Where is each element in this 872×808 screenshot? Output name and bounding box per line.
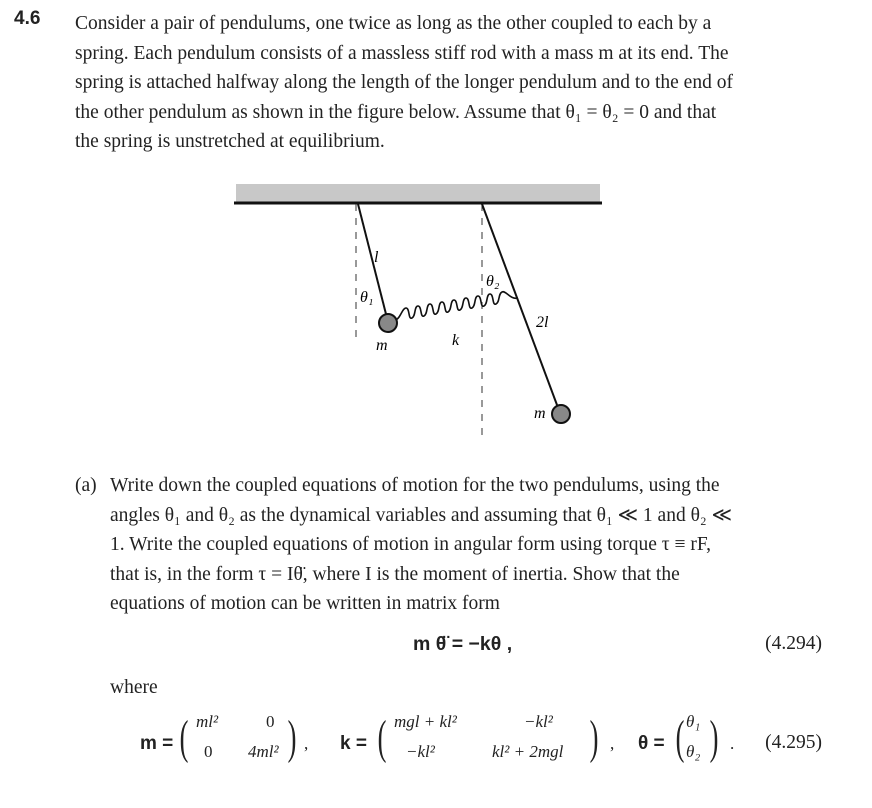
- right-paren: ): [589, 711, 599, 764]
- label-m2: m: [534, 405, 546, 422]
- equation-number-4-295: (4.295): [765, 732, 822, 753]
- problem-line: the other pendulum as shown in the figure below. Assume that θ₁ = θ₂ = 0 and that: [75, 101, 717, 123]
- problem-line: the spring is unstretched at equilibrium.: [75, 131, 385, 152]
- k-label: k =: [340, 733, 367, 754]
- k-matrix: [378, 712, 618, 772]
- m-label: m =: [140, 733, 174, 754]
- label-theta2: θ₂: [486, 273, 500, 290]
- problem-line: spring is attached halfway along the length of the longer pendulum and to the end of: [75, 72, 733, 93]
- part-a-line: 1. Write the coupled equations of motion in angular form using torque τ ≡ rF,: [110, 534, 712, 555]
- equation-number-4-294: (4.294): [765, 633, 822, 654]
- label-2l: 2l: [536, 314, 549, 331]
- spring: [395, 292, 518, 320]
- pendulum-figure: [230, 180, 610, 440]
- label-k: k: [452, 332, 460, 349]
- long-rod: [482, 204, 560, 413]
- problem-line: Consider a pair of pendulums, one twice as long as the other coupled to each by a: [75, 13, 712, 34]
- comma: ,: [304, 734, 309, 753]
- label-m1: m: [376, 337, 388, 354]
- left-paren: (: [377, 711, 387, 764]
- matrix-entry: −kl²: [524, 712, 553, 731]
- right-paren: ): [287, 711, 297, 764]
- matrix-entry: mgl + kl²: [394, 712, 457, 731]
- part-a-line: that is, in the form τ = Iθ̈, where I is the moment of inertia. Show that the: [110, 563, 680, 585]
- left-paren: (: [179, 711, 189, 764]
- vector-entry: θ₁: [686, 712, 701, 731]
- matrix-entry: 4ml²: [248, 742, 279, 761]
- problem-number: 4.6: [14, 8, 41, 29]
- theta-vector: [676, 712, 746, 772]
- left-paren: (: [675, 711, 685, 764]
- matrix-entry: kl² + 2mgl: [492, 742, 564, 761]
- problem-line: spring. Each pendulum consists of a massless stiff rod with a mass m at its end. The: [75, 42, 729, 64]
- matrix-entry: 0: [266, 712, 275, 731]
- right-paren: ): [709, 711, 719, 764]
- where-text: where: [110, 677, 158, 698]
- part-a-line: equations of motion can be written in matrix form: [110, 593, 500, 614]
- vector-entry: θ₂: [686, 742, 701, 761]
- equation-4-294: m θ̈ = −kθ ,: [413, 633, 513, 655]
- matrix-entry: ml²: [196, 712, 219, 731]
- period: .: [730, 734, 735, 753]
- part-a-label: (a): [75, 475, 97, 496]
- comma: ,: [610, 734, 615, 753]
- matrix-entry: 0: [204, 742, 213, 761]
- part-a-line: angles θ₁ and θ₂ as the dynamical variables and assuming that θ₁ ≪ 1 and θ₂ ≪: [110, 504, 732, 526]
- matrix-entry: −kl²: [406, 742, 435, 761]
- mass-2: [552, 405, 570, 423]
- part-a-line: Write down the coupled equations of motion for the two pendulums, using the: [110, 475, 720, 496]
- problem-statement: [75, 9, 855, 157]
- ceiling: [236, 184, 600, 202]
- mass-1: [379, 314, 397, 332]
- theta-label: θ =: [638, 733, 665, 754]
- label-theta1: θ₁: [360, 289, 374, 306]
- m-matrix: [180, 712, 310, 772]
- label-l: l: [374, 249, 379, 266]
